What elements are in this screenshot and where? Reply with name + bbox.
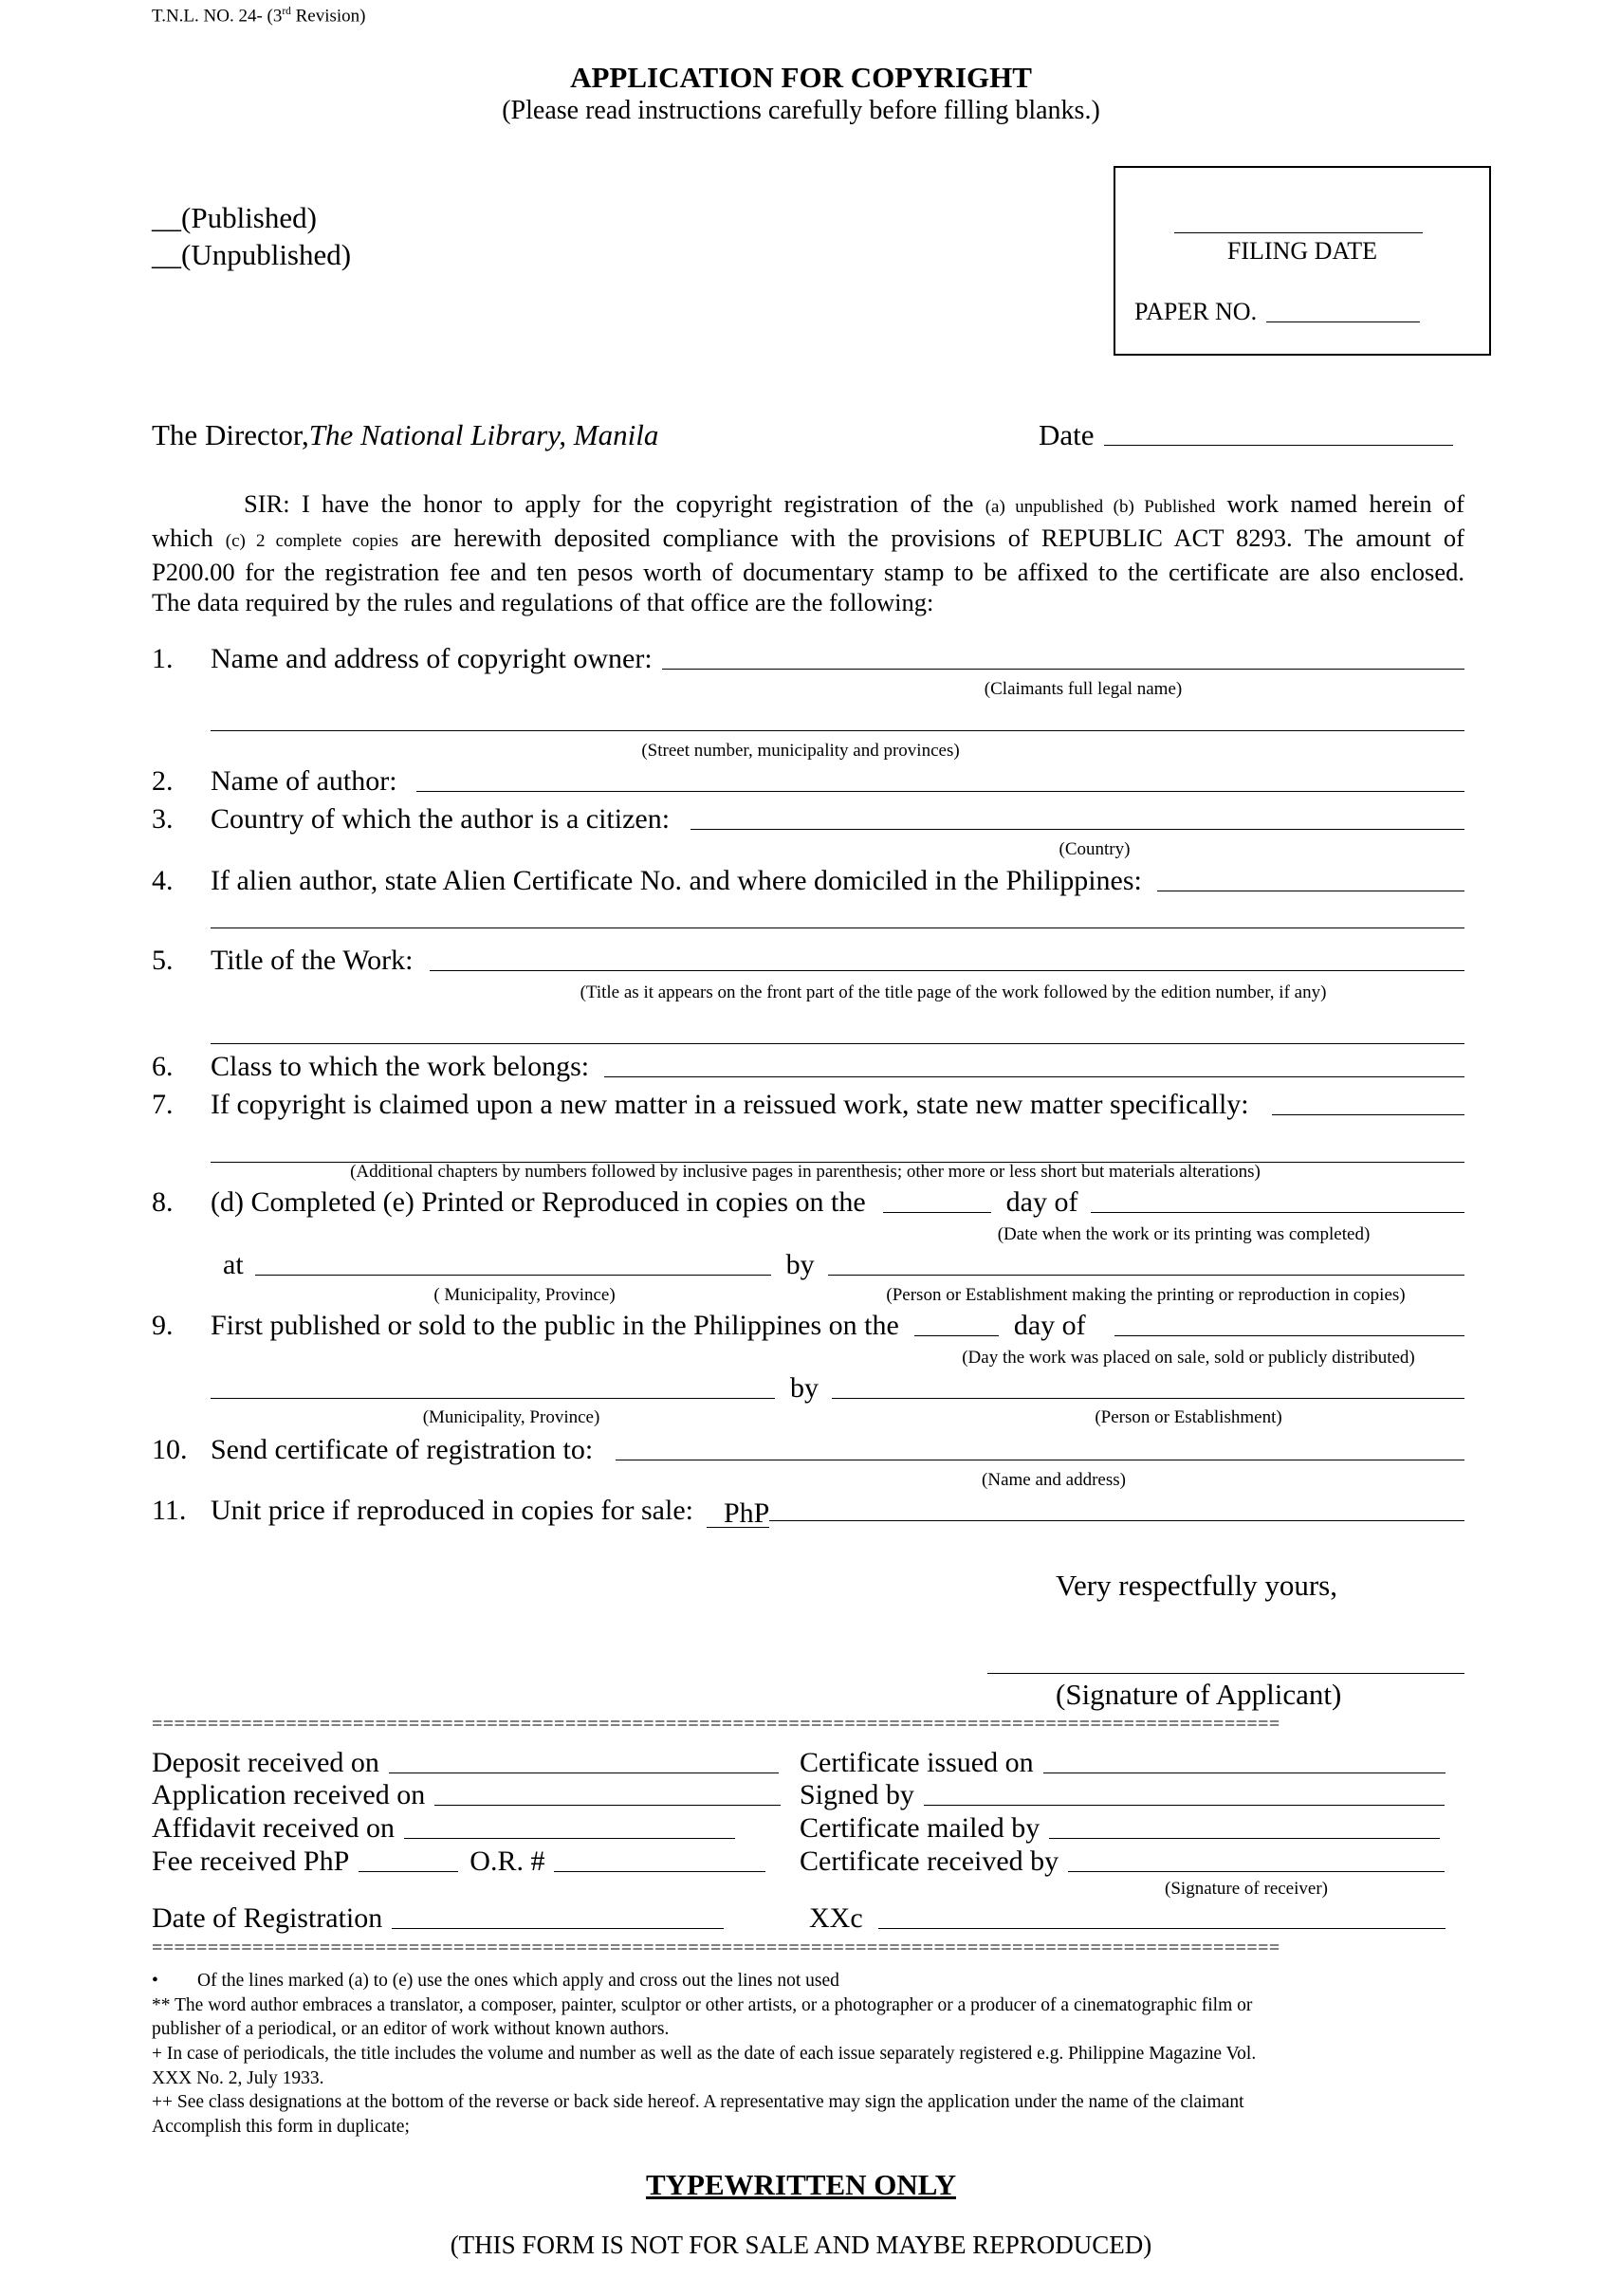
date-registration-label: Date of Registration	[152, 1902, 383, 1934]
item-label: Unit price if reproduced in copies for sale:	[211, 1495, 693, 1526]
item-4	[152, 864, 1464, 898]
item-label: First published or sold to the public in the Philippines on the	[211, 1310, 899, 1341]
cert-issued-row	[800, 1746, 1445, 1780]
date-registration-line[interactable]	[392, 1928, 724, 1929]
printer-note: (Person or Establishment making the printing or reproduction in copies)	[886, 1285, 1406, 1305]
title-line[interactable]	[430, 970, 1464, 971]
country-line[interactable]	[691, 829, 1464, 830]
intro-text: which	[152, 523, 226, 552]
item-8-place	[223, 1248, 1464, 1282]
signed-by-line[interactable]	[924, 1805, 1445, 1806]
cert-mailed-label: Certificate mailed by	[800, 1812, 1040, 1844]
xxc-row	[809, 1901, 1445, 1936]
closing-salutation: Very respectfully yours,	[1056, 1569, 1337, 1602]
published-day-line[interactable]	[914, 1335, 999, 1336]
fee-label: Fee received PhP	[152, 1846, 350, 1877]
item-11	[152, 1494, 1464, 1528]
title-line-2[interactable]	[211, 1043, 1464, 1044]
unpublished-option[interactable]: __(Unpublished)	[152, 238, 352, 271]
separator-top: =====================================================================================================	[152, 1714, 1280, 1735]
unit-price-line[interactable]	[769, 1520, 1464, 1521]
form-number-suffix: Revision)	[290, 6, 366, 27]
cert-issued-label: Certificate issued on	[800, 1747, 1034, 1778]
item-1-address	[211, 704, 1464, 738]
item-label: Class to which the work belongs:	[211, 1051, 590, 1082]
item-9	[152, 1309, 1464, 1343]
paper-no-row	[1134, 295, 1420, 329]
not-for-sale-notice: (THIS FORM IS NOT FOR SALE AND MAYBE REPRODUCED)	[450, 2231, 1152, 2259]
intro-paragraph	[152, 488, 1464, 617]
footnote-3-cont: XXX No. 2, July 1933.	[152, 2068, 324, 2088]
item-number: 4.	[152, 865, 174, 896]
printer-line[interactable]	[828, 1275, 1464, 1276]
xxc-line[interactable]	[878, 1928, 1445, 1929]
intro-line-1	[152, 488, 1464, 523]
by-label: by	[790, 1372, 819, 1404]
affidavit-row	[152, 1811, 735, 1846]
item-label: Send certificate of registration to:	[211, 1434, 594, 1465]
printing-place-note: ( Municipality, Province)	[433, 1285, 616, 1305]
item-8	[152, 1185, 1464, 1220]
footnote-4: ++ See class designations at the bottom of the reverse or back side hereof. A representative may sign the application under the name of the claimant	[152, 2092, 1244, 2112]
footnote-2: ** The word author embraces a translator, a composer, painter, sculptor or other artists, or a photographer or a producer of a cinematographic film or	[152, 1995, 1253, 2015]
receiver-signature-note: (Signature of receiver)	[1165, 1879, 1328, 1899]
published-date-note: (Day the work was placed on sale, sold or publicly distributed)	[962, 1348, 1415, 1368]
completed-day-line[interactable]	[883, 1212, 991, 1213]
addressee	[152, 418, 658, 452]
intro-line-4: The data required by the rules and regulations of that office are the following:	[152, 588, 934, 616]
item-label: (d) Completed (e) Printed or Reproduced in copies on the	[211, 1186, 866, 1218]
item-6	[152, 1050, 1464, 1084]
item-label: If alien author, state Alien Certificate No. and where domiciled in the Philippines:	[211, 865, 1142, 896]
item-label: Country of which the author is a citizen:	[211, 803, 671, 835]
intro-copies: (c) 2 complete copies	[225, 531, 398, 551]
application-row	[152, 1778, 781, 1812]
item-3	[152, 802, 1464, 836]
cert-received-line[interactable]	[1068, 1871, 1445, 1872]
item-number: 5.	[152, 945, 174, 976]
paper-no-label: PAPER NO.	[1134, 298, 1258, 325]
or-line[interactable]	[554, 1871, 765, 1872]
item-number: 6.	[152, 1051, 174, 1082]
xxc-label: XXc	[809, 1902, 863, 1934]
item-label: Name of author:	[211, 765, 397, 797]
owner-name-note: (Claimants full legal name)	[984, 679, 1183, 699]
completed-month-line[interactable]	[1091, 1212, 1464, 1213]
item-5-cont	[211, 1017, 1464, 1051]
fee-line[interactable]	[359, 1871, 458, 1872]
application-line[interactable]	[434, 1805, 781, 1806]
at-label: at	[223, 1249, 244, 1280]
item-label: Name and address of copyright owner:	[211, 643, 653, 674]
intro-text: SIR: I have the honor to apply for the copyright registration of the	[244, 489, 985, 518]
footnote-1	[152, 1970, 839, 1993]
form-number	[152, 6, 366, 28]
item-4-cont	[211, 901, 1464, 935]
page-subtitle: (Please read instructions carefully before filling blanks.)	[502, 96, 1100, 125]
bullet-icon: •	[152, 1971, 158, 1991]
addressee-office: The National Library, Manila	[308, 418, 659, 451]
addressee-prefix: The Director,	[152, 418, 309, 451]
item-label: If copyright is claimed upon a new matter in a reissued work, state new matter specifically:	[211, 1089, 1249, 1120]
publisher-note: (Person or Establishment)	[1095, 1407, 1282, 1427]
item-5	[152, 944, 1464, 978]
signature-line[interactable]	[987, 1673, 1464, 1674]
day-of-label: day of	[1013, 1310, 1086, 1341]
item-7	[152, 1088, 1464, 1122]
owner-address-line[interactable]	[211, 730, 1464, 731]
completed-date-note: (Date when the work or its printing was completed)	[997, 1224, 1371, 1244]
published-month-line[interactable]	[1114, 1335, 1464, 1336]
office-box	[1114, 166, 1491, 356]
signed-by-row	[800, 1778, 1445, 1812]
footnote-5: Accomplish this form in duplicate;	[152, 2117, 410, 2137]
publisher-line[interactable]	[832, 1398, 1464, 1399]
item-number: 8.	[152, 1186, 174, 1218]
deposit-row	[152, 1746, 779, 1780]
owner-address-note: (Street number, municipality and provinces)	[641, 741, 960, 761]
paper-no-line[interactable]	[1266, 321, 1420, 322]
intro-line-2	[152, 523, 1464, 557]
signature-label: (Signature of Applicant)	[1056, 1678, 1342, 1711]
title-note: (Title as it appears on the front part of the title page of the work followed by the edition number, if any)	[580, 983, 1327, 1002]
separator-bottom: =====================================================================================================	[152, 1938, 1280, 1958]
deposit-label: Deposit received on	[152, 1747, 379, 1778]
footnote-3: + In case of periodicals, the title includes the volume and number as well as the date of each issue separately registered e.g. Philippine Magazine Vol.	[152, 2044, 1257, 2064]
date-line[interactable]	[1104, 445, 1453, 446]
footnote-2-cont: publisher of a periodical, or an editor of work without known authors.	[152, 2019, 670, 2039]
item-9-place	[211, 1371, 1464, 1405]
form-number-sup: rd	[282, 6, 291, 17]
fee-row	[152, 1845, 765, 1879]
item-number: 9.	[152, 1310, 174, 1341]
affidavit-label: Affidavit received on	[152, 1812, 396, 1844]
form-number-text: T.N.L. NO. 24- (3	[152, 6, 283, 27]
application-label: Application received on	[152, 1779, 426, 1810]
filing-date-line[interactable]	[1174, 232, 1423, 233]
printing-place-line[interactable]	[255, 1275, 771, 1276]
item-number: 2.	[152, 765, 174, 797]
item-number: 11.	[152, 1495, 187, 1526]
published-place-note: (Municipality, Province)	[422, 1407, 600, 1427]
published-place-line[interactable]	[211, 1398, 775, 1399]
country-note: (Country)	[1059, 839, 1131, 859]
cert-received-row	[800, 1845, 1445, 1879]
affidavit-line[interactable]	[404, 1838, 735, 1839]
cert-received-label: Certificate received by	[800, 1846, 1059, 1877]
footnote-text: Of the lines marked (a) to (e) use the ones which apply and cross out the lines not used	[197, 1971, 839, 1991]
send-to-note: (Name and address)	[982, 1470, 1126, 1490]
filing-date-label: FILING DATE	[1226, 237, 1378, 265]
day-of-label: day of	[1005, 1186, 1078, 1218]
new-matter-note: (Additional chapters by numbers followed by inclusive pages in parenthesis; other more or less short but materials alterations)	[350, 1162, 1261, 1182]
currency-label: PhP	[707, 1499, 769, 1528]
item-label: Title of the Work:	[211, 945, 414, 976]
date-registration-row	[152, 1901, 724, 1936]
item-number: 10.	[152, 1434, 188, 1465]
new-matter-line[interactable]	[1272, 1114, 1464, 1115]
or-label: O.R. #	[470, 1846, 545, 1877]
date-label: Date	[1039, 418, 1095, 451]
intro-options: (a) unpublished (b) Published	[985, 497, 1216, 517]
typewritten-text: TYPEWRITTEN ONLY	[645, 2168, 956, 2201]
item-2	[152, 764, 1464, 799]
intro-text: work named herein of	[1215, 489, 1464, 518]
page-title: APPLICATION FOR COPYRIGHT	[570, 61, 1032, 94]
cert-mailed-line[interactable]	[1049, 1838, 1440, 1839]
typewritten-notice	[0, 2167, 1602, 2202]
owner-name-line[interactable]	[662, 669, 1464, 670]
cert-mailed-row	[800, 1811, 1440, 1846]
item-number: 7.	[152, 1089, 174, 1120]
item-number: 1.	[152, 643, 174, 674]
author-name-line[interactable]	[416, 791, 1464, 792]
item-10	[152, 1433, 1464, 1467]
intro-text: are herewith deposited compliance with the provisions of REPUBLIC ACT 8293. The amount of	[397, 523, 1464, 552]
intro-line-3: P200.00 for the registration fee and ten pesos worth of documentary stamp to be affixed to the certificate are also enclosed.	[152, 558, 1464, 586]
item-number: 3.	[152, 803, 174, 835]
signed-by-label: Signed by	[800, 1779, 914, 1810]
published-option[interactable]: __(Published)	[152, 201, 317, 234]
by-label: by	[785, 1249, 815, 1280]
item-1	[152, 642, 1464, 676]
class-line[interactable]	[604, 1076, 1464, 1077]
date-row	[1039, 418, 1453, 452]
